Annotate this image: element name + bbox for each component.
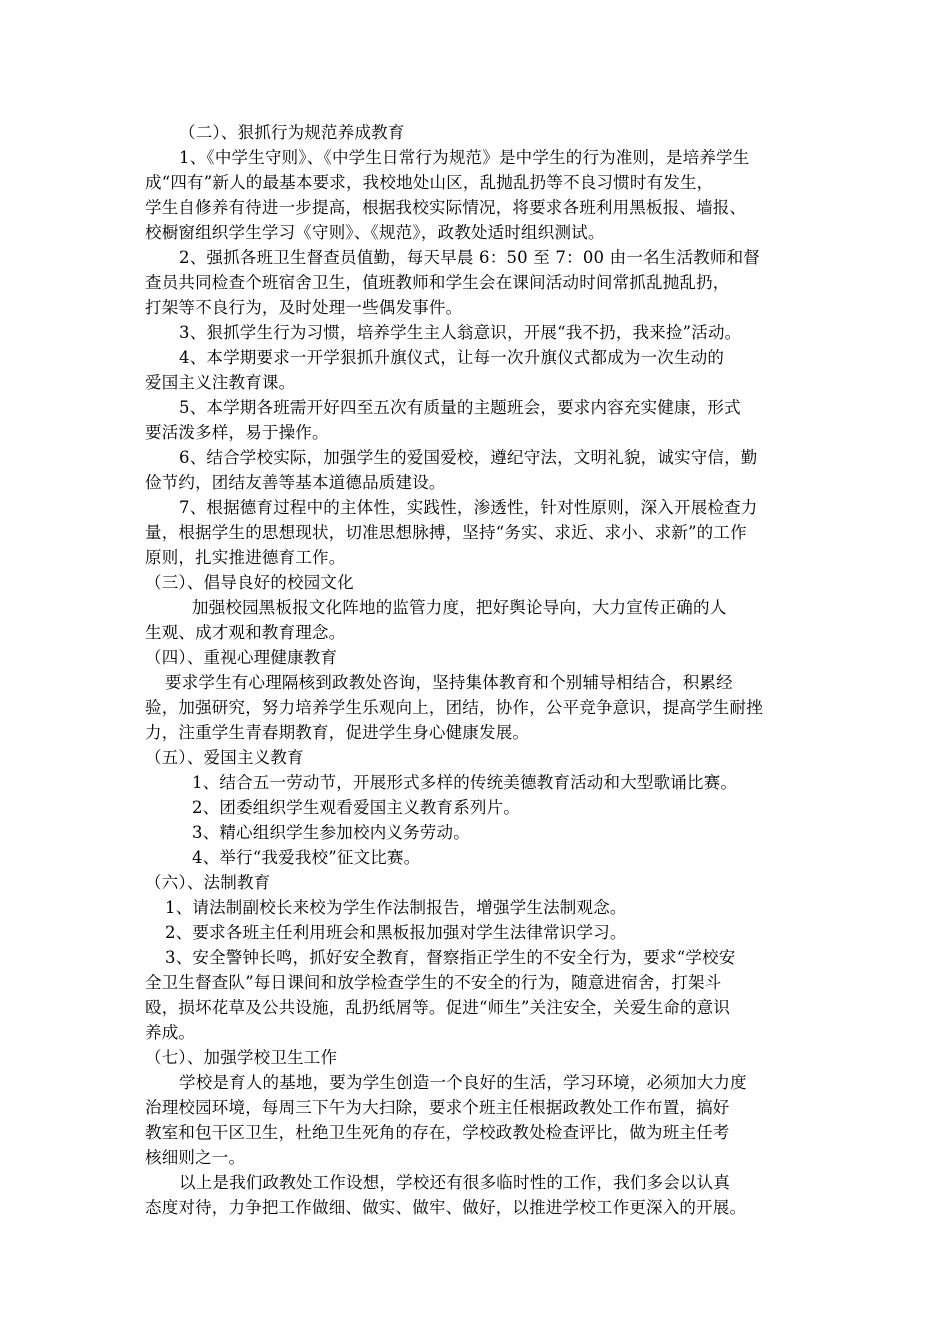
text-line: 3、安全警钟长鸣，抓好安全教育，督察指正学生的不安全行为，要求“学校安 [165,948,736,967]
paragraph [145,1170,810,1220]
text-line: 全卫生督查队”每日课间和放学检查学生的不安全的行为，随意进宿舍，打架斗 [145,973,722,992]
text-line: 2、要求各班主任利用班会和黑板报加强对学生法律常识学习。 [165,923,627,942]
text-line: 核细则之一。 [145,1148,246,1167]
text-line: 打架等不良行为，及时处理一些偶发事件。 [145,298,463,317]
text-line: 治理校园环境，每周三下午为大扫除，要求个班主任根据政教处工作布置，搞好 [145,1098,730,1117]
text-line: 生观、成才观和教育理念。 [145,623,346,642]
text-line: 力，注重学生青春期教育，促进学生身心健康发展。 [145,723,530,742]
paragraph [145,395,810,445]
text-line: 6、结合学校实际，加强学生的爱国爱校，遵纪守法，文明礼貌，诚实守信，勤 [179,448,758,467]
text-line: 以上是我们政教处工作设想，学校还有很多临时性的工作，我们多会以认真 [179,1173,731,1192]
text-line: 要活泼多样，易于操作。 [145,423,329,442]
text-line: 态度对待，力争把工作做细、做实、做牢、做好，以推进学校工作更深入的开展。 [145,1198,747,1217]
text-line: 4、本学期要求一开学狠抓升旗仪式，让每一次升旗仪式都成为一次生动的 [179,348,725,367]
paragraph [145,495,810,570]
text-line: 5、本学期各班需开好四至五次有质量的主题班会，要求内容充实健康，形式 [179,398,741,417]
text-line: 教室和包干区卫生，杜绝卫生死角的存在，学校政教处检查评比，做为班主任考 [145,1123,730,1142]
text-line: 原则，扎实推进德育工作。 [145,548,346,567]
text-line: 殴，损坏花草及公共设施，乱扔纸屑等。促进“师生”关注安全，关爱生命的意识 [145,998,731,1017]
text-line: （七）、加强学校卫生工作 [145,1048,338,1067]
text-line: （六）、法制教育 [145,873,271,892]
paragraph [145,895,810,920]
paragraph [145,245,810,320]
paragraph [145,770,810,795]
paragraph [145,1045,810,1070]
text-line: （二）、狠抓行为规范养成教育 [179,123,405,142]
paragraph [145,795,810,820]
text-line: 查员共同检查个班宿舍卫生，值班教师和学生会在课间活动时间常抓乱抛乱扔， [145,273,730,292]
text-line: 7、根据德育过程中的主体性，实践性，渗透性，针对性原则，深入开展检查力 [179,498,758,517]
paragraph [145,945,810,1045]
paragraph [145,670,810,745]
paragraph [145,820,810,845]
paragraph [145,120,810,145]
paragraph [145,645,810,670]
text-line: 校橱窗组织学生学习《守则》、《规范》，政教处适时组织测试。 [145,223,605,242]
paragraph [145,920,810,945]
text-line: 验，加强研究，努力培养学生乐观向上，团结，协作，公平竞争意识，提高学生耐挫 [145,698,763,717]
text-line: 爱国主义注教育课。 [145,373,296,392]
paragraph [145,745,810,770]
text-line: 学生自修养有待进一步提高，根据我校实际情况，将要求各班利用黑板报、墙报、 [145,198,747,217]
paragraph [145,1070,810,1170]
paragraph [145,870,810,895]
text-line: 要求学生有心理隔核到政教处咨询，坚持集体教育和个别辅导相结合，积累经 [165,673,733,692]
text-line: （四）、重视心理健康教育 [145,648,338,667]
text-line: 学校是育人的基地，要为学生创造一个良好的生活，学习环境，必须加大力度 [179,1073,747,1092]
text-line: 养成。 [145,1023,196,1042]
paragraph [145,845,810,870]
text-line: 俭节约，团结友善等基本道德品质建设。 [145,473,446,492]
paragraph [145,570,810,595]
paragraph [145,595,810,645]
paragraph [145,320,810,345]
text-line: 3、狠抓学生行为习惯，培养学生主人翁意识，开展“我不扔，我来捡”活动。 [179,323,742,342]
text-line: 1、请法制副校长来校为学生作法制报告，增强学生法制观念。 [165,898,627,917]
text-line: 量，根据学生的思想现状，切准思想脉搏，坚持“务实、求近、求小、求新”的工作 [145,523,747,542]
document-body [145,120,810,1220]
text-line: 2、强抓各班卫生督查员值勤，每天早晨 6：50 至 7：00 由一名生活教师和督 [179,248,760,267]
paragraph [145,145,810,245]
text-line: 3、精心组织学生参加校内义务劳动。 [192,823,470,842]
text-line: 成“四有”新人的最基本要求，我校地处山区，乱抛乱扔等不良习惯时有发生， [145,173,714,192]
text-line: 2、团委组织学生观看爱国主义教育系列片。 [192,798,520,817]
text-line: 1、结合五一劳动节，开展形式多样的传统美德教育活动和大型歌诵比赛。 [192,773,738,792]
text-line: （五）、爱国主义教育 [145,748,304,767]
text-line: （三）、倡导良好的校园文化 [145,573,354,592]
text-line: 1、《中学生守则》、《中学生日常行为规范》是中学生的行为准则，是培养学生 [179,148,750,167]
paragraph [145,445,810,495]
text-line: 4、举行“我爱我校”征文比赛。 [192,848,421,867]
text-line: 加强校园黑板报文化阵地的监管力度，把好舆论导向，大力宣传正确的人 [192,598,727,617]
paragraph [145,345,810,395]
